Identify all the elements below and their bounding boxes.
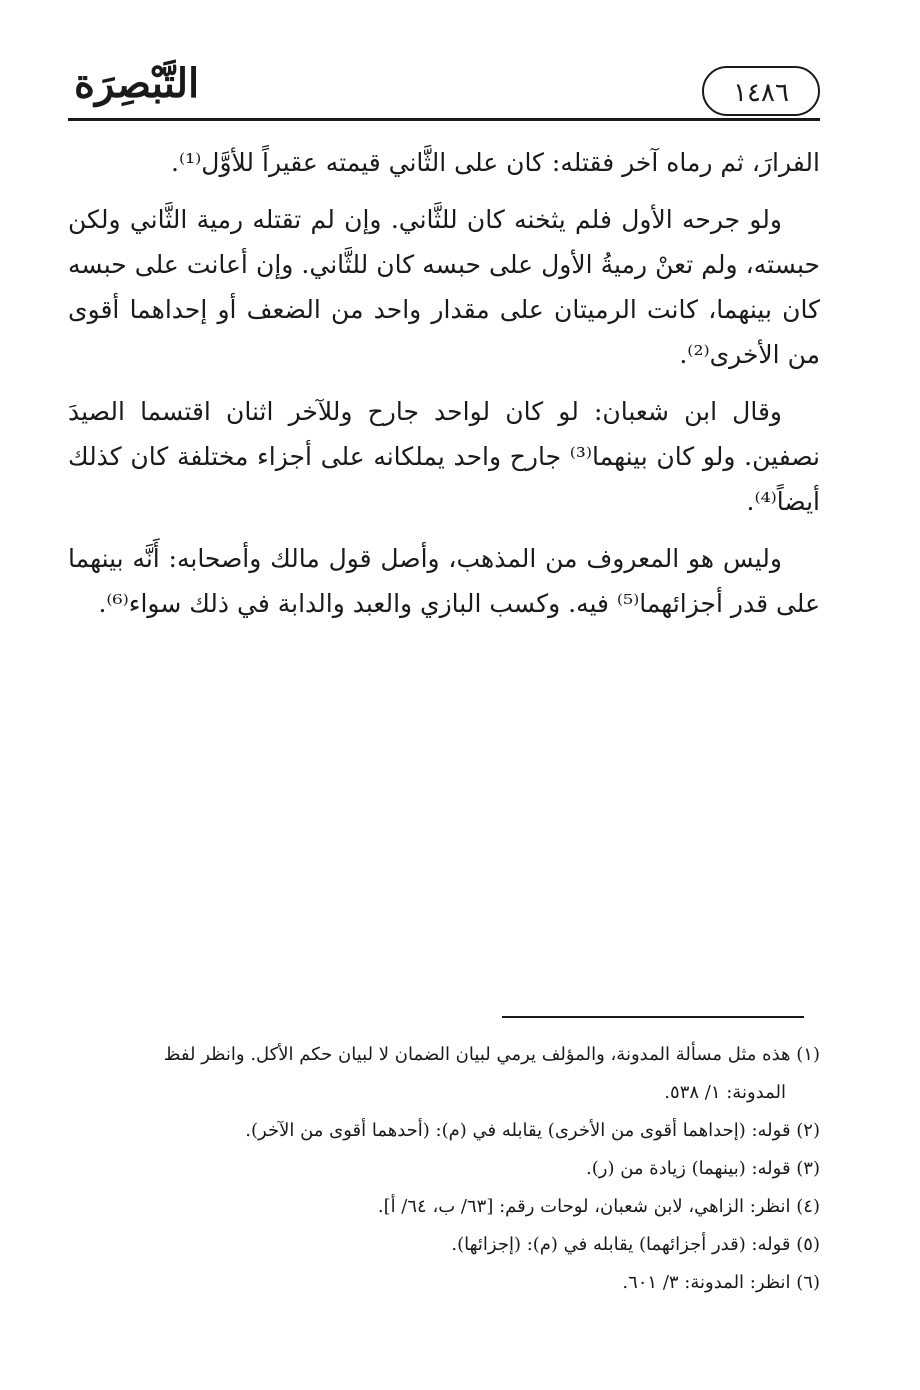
book-title: التَّبْصِرَة xyxy=(74,60,200,107)
footnote-6: (٦) انظر: المدونة: ٣/ ٦٠١. xyxy=(622,1272,820,1293)
footnotes xyxy=(68,1036,820,1302)
paragraph: وليس هو المعروف من المذهب، وأصل قول مالك وأصحابه: أَنَّه بينهما على قدر أجزائهما⁽⁵⁾ فيه. وكسب البازي والعبد والدابة في ذلك سواء⁽⁶⁾. xyxy=(68,544,820,618)
footnote-1: (١) هذه مثل مسألة المدونة، والمؤلف يرمي لبيان الضمان لا لبيان حكم الأكل. وانظر لفظ xyxy=(163,1044,820,1065)
page-header xyxy=(68,52,820,122)
footnote-separator xyxy=(502,1016,804,1018)
main-text xyxy=(68,140,820,638)
paragraph: ولو جرحه الأول فلم يثخنه كان للثَّاني. وإن لم تقتله رمية الثَّاني ولكن حبسته، ولم تعنْ رميةُ الأول على حبسه كان للثَّاني. وإن أعانت على حبسه كان بينهما، كانت الرميتان على مقدار واحد من الضعف أو إحداهما أقوى من الأخرى⁽²⁾. xyxy=(68,205,820,369)
footnote-2: (٢) قوله: (إحداهما أقوى من الأخرى) يقابله في (م): (أحدهما أقوى من الآخر). xyxy=(245,1120,820,1141)
page-number: ١٤٨٦ xyxy=(702,66,820,116)
footnote-5: (٥) قوله: (قدر أجزائهما) يقابله في (م): (إجزائها). xyxy=(451,1234,820,1255)
footnote-4: (٤) انظر: الزاهي، لابن شعبان، لوحات رقم: [٦٣/ ب، ٦٤/ أ]. xyxy=(377,1196,820,1217)
paragraph: الفرارَ، ثم رماه آخر فقتله: كان على الثَّاني قيمته عقيراً للأوَّل⁽¹⁾. xyxy=(171,148,820,177)
paragraph: وقال ابن شعبان: لو كان لواحد جارح وللآخر اثنان اقتسما الصيدَ نصفين. ولو كان بينهما⁽³⁾ جارح واحد يملكانه على أجزاء مختلفة كان كذلك أيضاً⁽⁴⁾. xyxy=(68,397,820,516)
footnote-1-continued: المدونة: ١/ ٥٣٨. xyxy=(664,1082,786,1103)
footnote-3: (٣) قوله: (بينهما) زيادة من (ر). xyxy=(586,1158,820,1179)
header-rule xyxy=(68,118,820,121)
